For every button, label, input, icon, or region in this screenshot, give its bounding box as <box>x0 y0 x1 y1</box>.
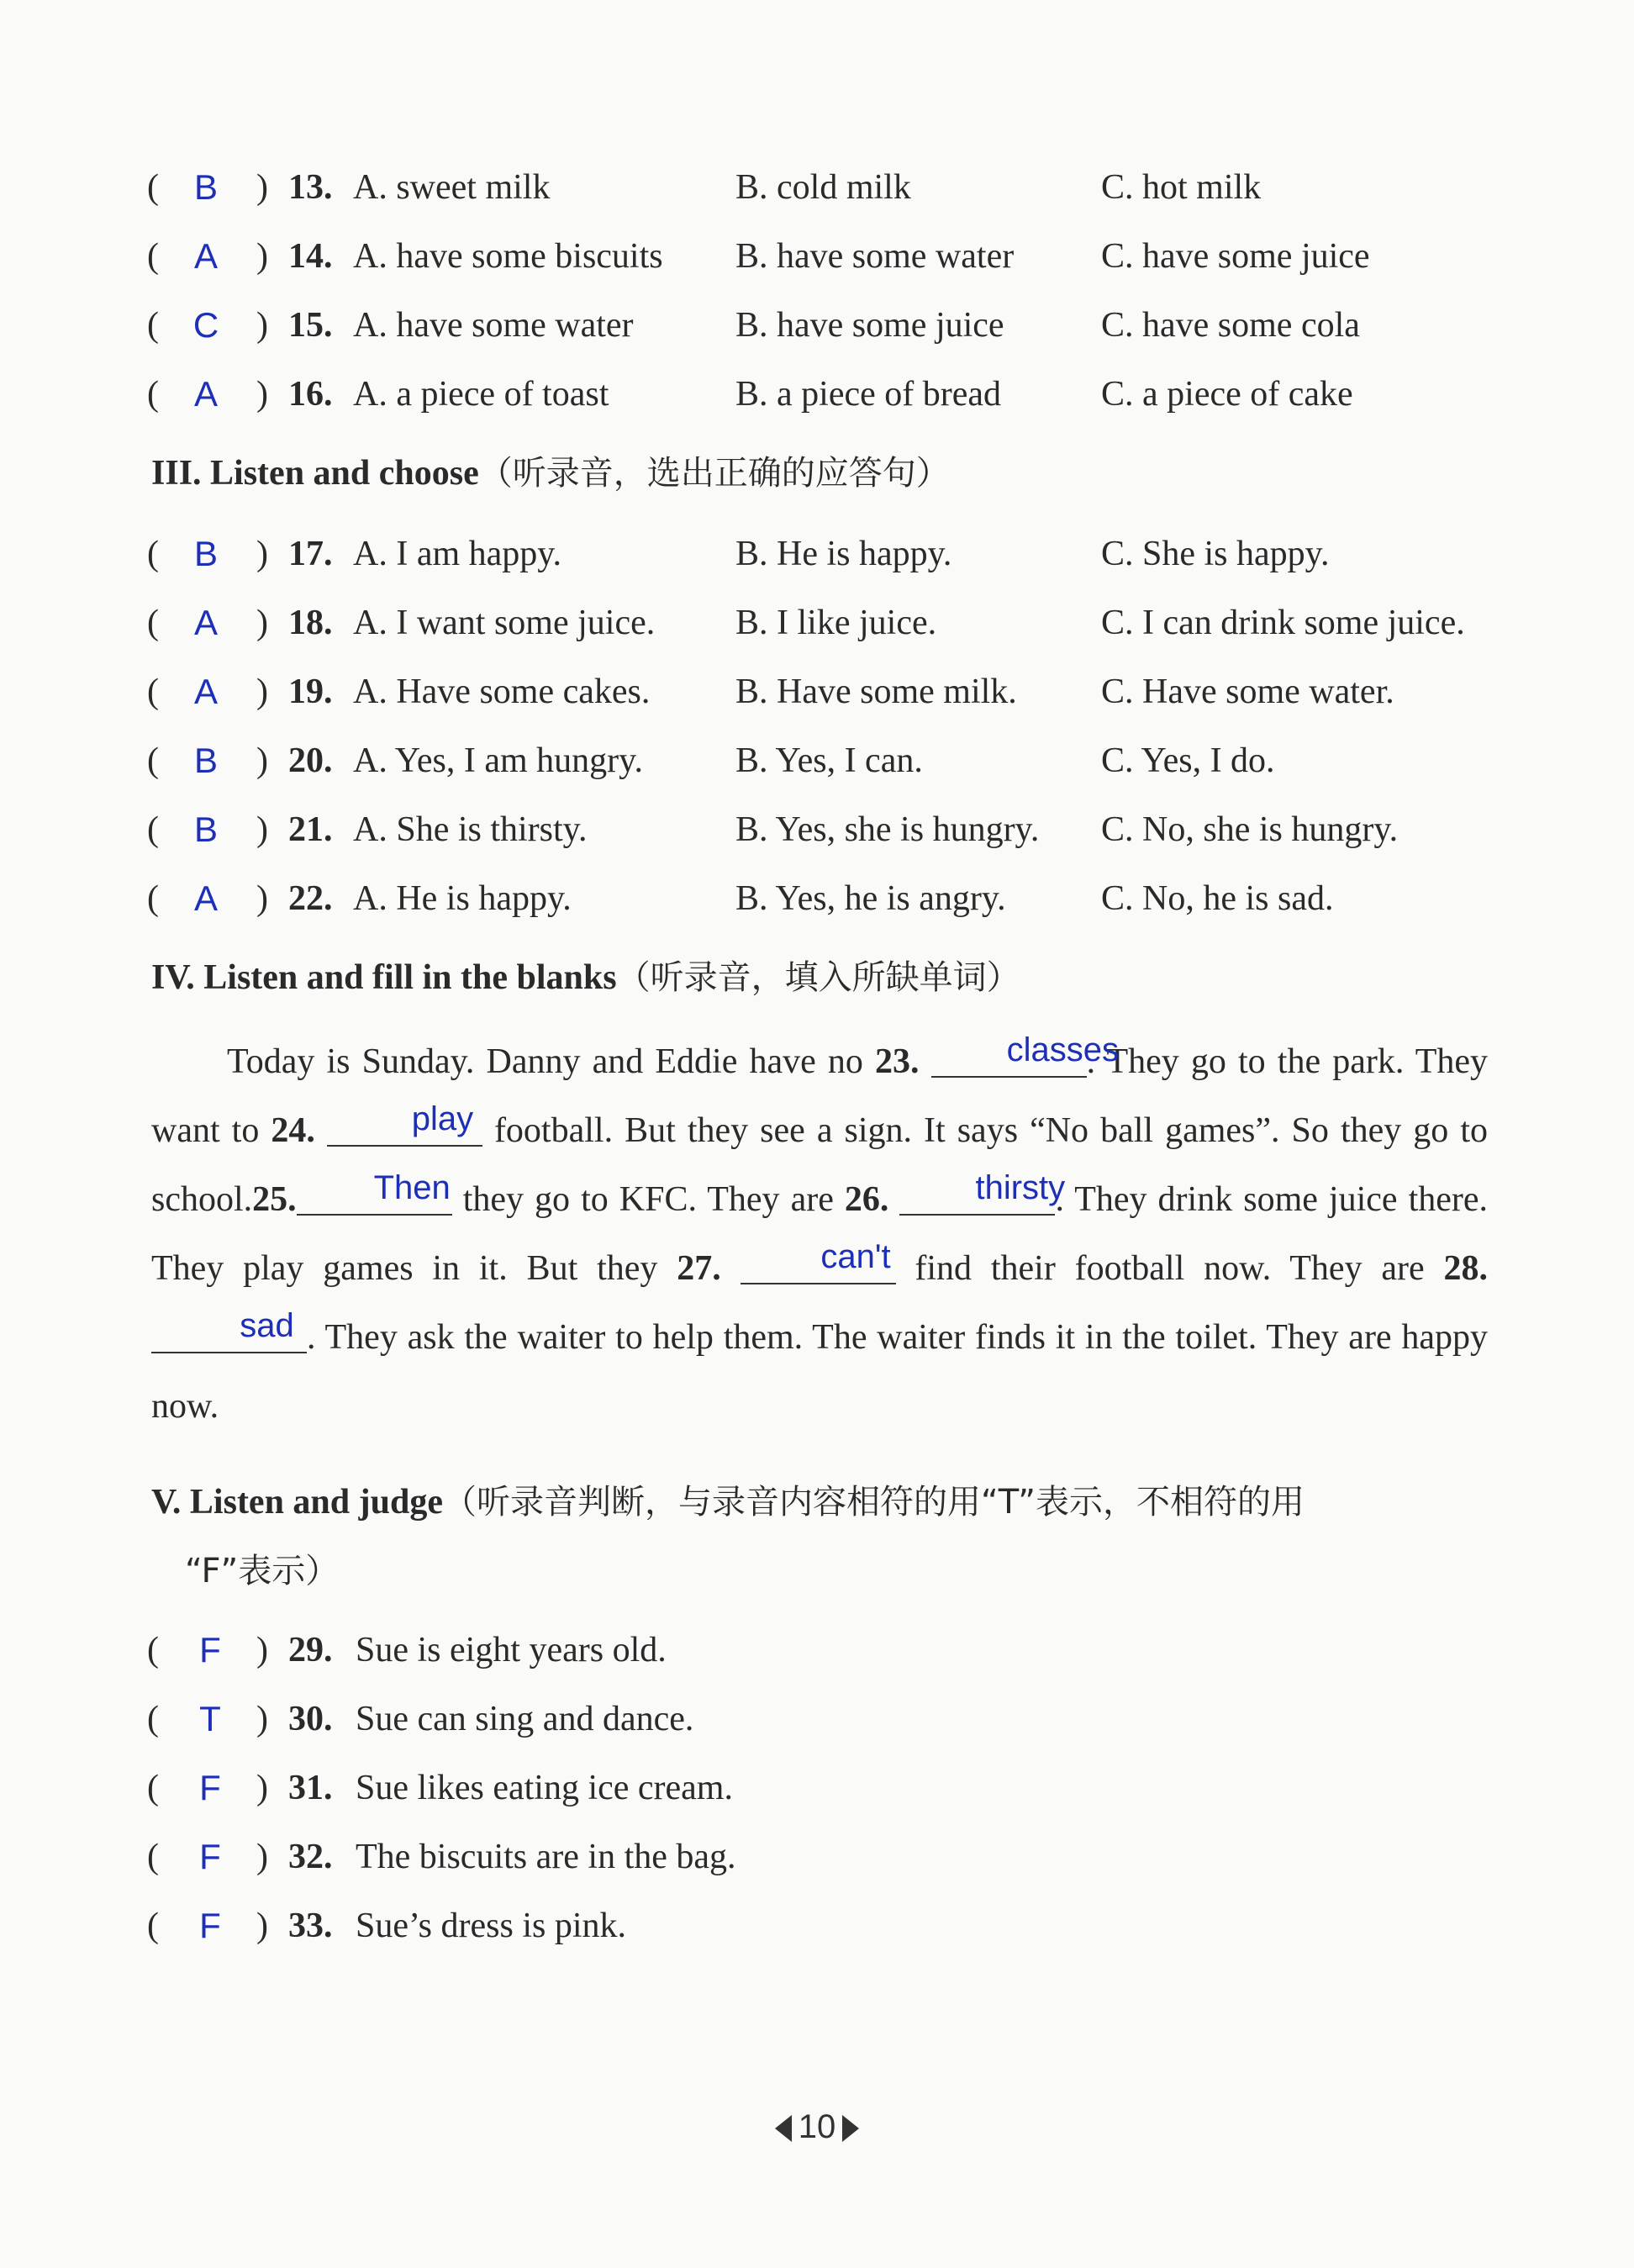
answer-21: B <box>193 810 218 849</box>
question-number: 16. <box>288 375 333 414</box>
option-c: C. She is happy. <box>1101 535 1330 573</box>
question-number: 19. <box>288 672 333 711</box>
option-a: A. I want some juice. <box>353 604 656 642</box>
answer-30: T <box>199 1699 221 1738</box>
section-4-instruction: （听录音，填入所缺单词） <box>616 958 1020 997</box>
answer-18: A <box>193 603 218 642</box>
question-21: ( B ) 21. A. She is thirsty. B. Yes, she is hungry. C. No, she is hungry. <box>147 800 1492 859</box>
option-b: B. Yes, she is hungry. <box>735 810 1040 849</box>
answer-32: F <box>199 1837 221 1876</box>
statement: Sue likes eating ice cream. <box>356 1769 733 1807</box>
statement: Sue is eight years old. <box>356 1631 667 1669</box>
left-triangle-icon <box>775 2115 792 2142</box>
question-number: 22. <box>288 879 333 918</box>
option-b: B. He is happy. <box>735 535 952 573</box>
answer-29: F <box>199 1630 221 1669</box>
option-c: C. have some cola <box>1101 306 1360 345</box>
statement: The biscuits are in the bag. <box>356 1838 736 1876</box>
option-b: B. Yes, he is angry. <box>735 879 1006 918</box>
question-32: ( F ) 32. The biscuits are in the bag. <box>147 1828 1492 1886</box>
answer-28: sad <box>240 1307 294 1344</box>
option-a: A. have some biscuits <box>353 237 663 276</box>
option-a: A. a piece of toast <box>353 375 609 414</box>
option-c: C. a piece of cake <box>1101 375 1353 414</box>
option-a: A. Have some cakes. <box>353 672 651 711</box>
answer-26: thirsty <box>975 1169 1066 1206</box>
question-18: ( A ) 18. A. I want some juice. B. I like juice. C. I can drink some juice. <box>147 593 1492 652</box>
blank-24 <box>327 1100 482 1147</box>
question-29: ( F ) 29. Sue is eight years old. <box>147 1621 1492 1680</box>
section-4-heading <box>151 948 1020 1007</box>
question-13: ( B ) 13. A. sweet milk B. cold milk C. hot milk <box>147 158 1492 217</box>
section-3-title: III. Listen and choose <box>151 454 479 493</box>
question-17: ( B ) 17. A. I am happy. B. He is happy. C. She is happy. <box>147 525 1492 583</box>
question-22: ( A ) 22. A. He is happy. B. Yes, he is angry. C. No, he is sad. <box>147 869 1492 928</box>
option-b: B. a piece of bread <box>735 375 1002 414</box>
question-number: 32. <box>288 1838 333 1876</box>
option-c: C. Have some water. <box>1101 672 1394 711</box>
question-16: ( A ) 16. A. a piece of toast B. a piece of bread C. a piece of cake <box>147 365 1492 424</box>
blank-25 <box>297 1169 452 1216</box>
option-c: C. I can drink some juice. <box>1101 604 1465 642</box>
option-a: A. sweet milk <box>353 168 551 207</box>
blank-28 <box>151 1307 307 1353</box>
option-b: B. Have some milk. <box>735 672 1017 711</box>
question-31: ( F ) 31. Sue likes eating ice cream. <box>147 1759 1492 1817</box>
section-5-instruction: （听录音判断，与录音内容相符的用“T”表示，不相符的用 <box>443 1483 1305 1522</box>
question-number: 13. <box>288 168 333 207</box>
option-a: A. I am happy. <box>353 535 562 573</box>
answer-15: C <box>192 305 219 345</box>
option-c: C. No, she is hungry. <box>1101 810 1399 849</box>
question-number: 14. <box>288 237 333 276</box>
right-triangle-icon <box>842 2115 859 2142</box>
blank-27 <box>741 1238 896 1284</box>
answer-13: B <box>193 167 218 207</box>
page-number: 10 <box>0 2108 1634 2146</box>
option-c: C. No, he is sad. <box>1101 879 1334 918</box>
blank-23 <box>931 1031 1119 1078</box>
blank-26 <box>899 1169 1066 1216</box>
question-number: 29. <box>288 1631 333 1669</box>
question-33: ( F ) 33. Sue’s dress is pink. <box>147 1896 1492 1955</box>
answer-24: play <box>411 1100 474 1137</box>
question-number: 30. <box>288 1700 333 1738</box>
answer-33: F <box>199 1906 221 1945</box>
answer-17: B <box>193 534 218 573</box>
fill-blank-passage: Today is Sunday. Danny and Eddie have no 23. classes . They go to the park. They want to 24. play football. But they see a sign. It says “No ball games”. So they go to school.25. Then they go to KFC. They are 26. thirsty . They drink some juice there. They play games in it. But they 27. can't find their football now. They are 28. sad . They ask the waiter to help them. The waiter finds it in the toilet. They are happy now. <box>151 1027 1488 1441</box>
answer-20: B <box>193 741 218 780</box>
answer-16: A <box>193 374 218 414</box>
option-b: B. cold milk <box>735 168 911 207</box>
section-4-title: IV. Listen and fill in the blanks <box>151 958 617 997</box>
answer-23: classes <box>1006 1031 1119 1068</box>
section-3-heading <box>151 444 950 503</box>
answer-14: A <box>193 236 218 276</box>
question-number: 21. <box>288 810 333 849</box>
question-20: ( B ) 20. A. Yes, I am hungry. B. Yes, I can. C. Yes, I do. <box>147 731 1492 790</box>
answer-27: can't <box>820 1238 891 1275</box>
option-a: A. He is happy. <box>353 879 572 918</box>
question-19: ( A ) 19. A. Have some cakes. B. Have some milk. C. Have some water. <box>147 662 1492 721</box>
statement: Sue’s dress is pink. <box>356 1907 627 1945</box>
question-number: 31. <box>288 1769 333 1807</box>
option-a: A. have some water <box>353 306 634 345</box>
section-5-heading <box>151 1473 1305 1532</box>
option-a: A. She is thirsty. <box>353 810 588 849</box>
option-c: C. hot milk <box>1101 168 1262 207</box>
question-14: ( A ) 14. A. have some biscuits B. have some water C. have some juice <box>147 227 1492 286</box>
section-3-instruction: （听录音，选出正确的应答句） <box>478 454 950 493</box>
question-30: ( T ) 30. Sue can sing and dance. <box>147 1690 1492 1748</box>
question-15: ( C ) 15. A. have some water B. have some juice C. have some cola <box>147 296 1492 355</box>
option-a: A. Yes, I am hungry. <box>353 741 643 780</box>
section-5-instruction-cont: “F”表示） <box>185 1552 340 1590</box>
option-b: B. Yes, I can. <box>735 741 923 780</box>
question-number: 18. <box>288 604 333 642</box>
option-b: B. have some juice <box>735 306 1004 345</box>
question-number: 20. <box>288 741 333 780</box>
answer-19: A <box>193 672 218 711</box>
question-number: 15. <box>288 306 333 345</box>
statement: Sue can sing and dance. <box>356 1700 694 1738</box>
option-b: B. have some water <box>735 237 1015 276</box>
option-c: C. have some juice <box>1101 237 1370 276</box>
question-number: 17. <box>288 535 333 573</box>
question-number: 33. <box>288 1907 333 1945</box>
option-c: C. Yes, I do. <box>1101 741 1275 780</box>
option-b: B. I like juice. <box>735 604 937 642</box>
answer-25: Then <box>373 1169 451 1206</box>
section-5-title: V. Listen and judge <box>151 1483 443 1522</box>
section-5-heading-cont <box>185 1542 339 1601</box>
answer-31: F <box>199 1768 221 1807</box>
answer-22: A <box>193 878 218 918</box>
